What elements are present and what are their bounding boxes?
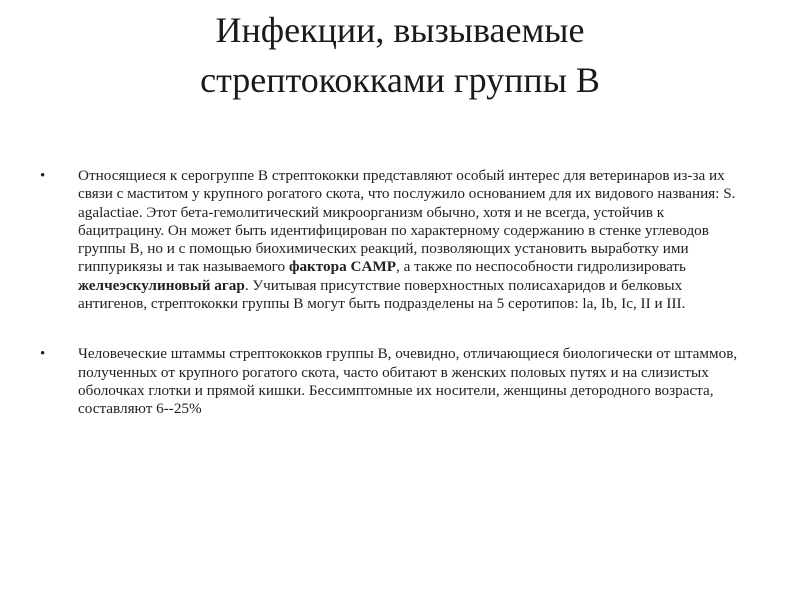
bullet-1-bold-agar: желчеэскулиновый агар (78, 276, 245, 294)
bullet-dot-icon: • (40, 346, 46, 363)
bullet-1-part-2: , а также по неспособности гидролизировать (396, 258, 686, 276)
bullet-dot-icon: • (40, 168, 46, 184)
bullet-text-1 (78, 167, 735, 312)
slide-title (80, 5, 720, 105)
bullet-item-2 (40, 345, 740, 418)
bullet-list (40, 167, 740, 419)
title-line-2: стрептококками группы В (200, 60, 600, 100)
bullet-text-2: Человеческие штаммы стрептококков группы В, очевидно, отличающиеся биологически от штаммов, полученных от крупного рогатого скота, часто обитают в женских половых путях и на слизистых оболочках глотки и прямой кишки. Бессимптомные их носители, женщины детородного возраста, составляют 6--25% (78, 345, 738, 418)
bullet-1-part-1: Относящиеся к серогруппе В стрептококки представляют особый интерес для ветеринаров из-за их связи с маститом у крупного рогатого скота, что послужило основанием для их видового названия: S. agalactiae. Этот бета-гемолитический микроорганизм обычно, хотя и не всегда, устойчив к бацитрацину. Он может быть идентифицирован по характерному содержанию в стенке углеводов группы В, но и с помощью биохимических реакций, позволяющих установить выработку ими гиппурикязы и так называемого (78, 167, 736, 276)
title-line-1: Инфекции, вызываемые (215, 10, 585, 50)
bullet-1-bold-camp: фактора CAMP (288, 258, 397, 276)
bullet-item-1 (40, 167, 740, 313)
bullet-1-part-3: . Учитывая присутствие поверхностных полисахаридов и белковых антигенов, стрептококки группы В могут быть подразделены на 5 серотипов: la, Ib, Ic, II и III. (78, 276, 686, 313)
